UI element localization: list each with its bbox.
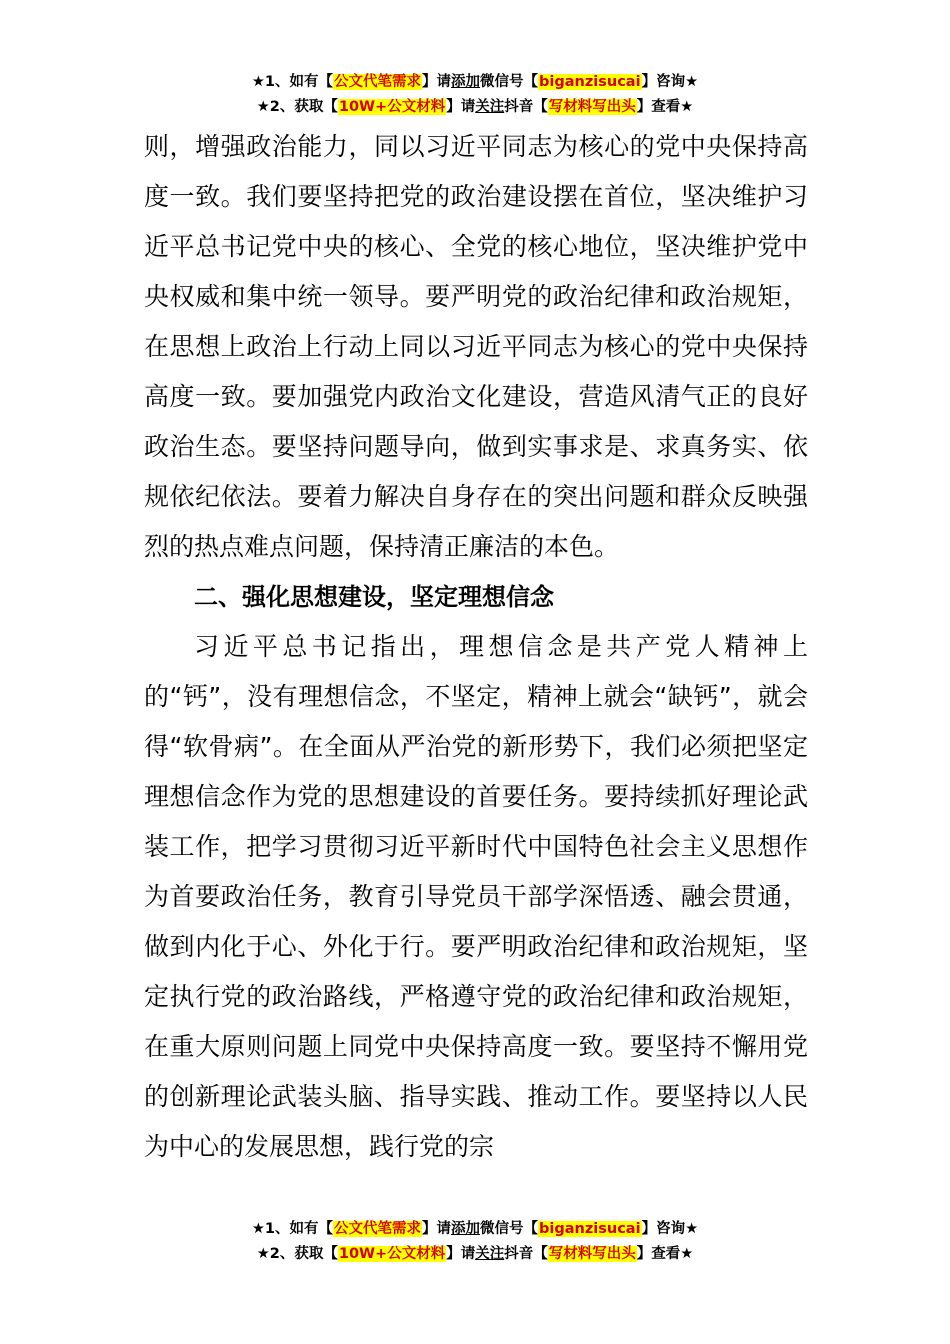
highlight-materials: 10W+公文材料 [338,99,446,115]
banner-line-1: ★1、如有【公文代笔需求】请添加微信号【biganzisucai】咨询★ [251,1221,699,1237]
banner-line-1: ★1、如有【公文代笔需求】请添加微信号【biganzisucai】咨询★ [251,74,699,90]
banner-line-2: ★2、获取【10W+公文材料】请关注抖音【写材料写出头】查看★ [256,99,694,115]
highlight-service: 公文代笔需求 [334,1221,422,1237]
highlight-douyin-id: 写材料写出头 [548,99,636,115]
paragraph-1: 则，增强政治能力，同以习近平同志为核心的党中央保持高度一致。我们要坚持把党的政治建设摆在首位，坚决维护习近平总书记党中央的核心、全党的核心地位，坚决维护党中央权威和集中统一领导。要严明党的政治纪律和政治规矩，在思想上政治上行动上同以习近平同志为核心的党中央保持高度一致。要加强党内政治文化建设，营造风清气正的良好政治生态。要坚持问题导向，做到实事求是、求真务实、依规依纪依法。要着力解决自身存在的突出问题和群众反映强烈的热点难点问题，保持清正廉洁的本色。 [144,132,808,561]
highlight-douyin-id: 写材料写出头 [548,1246,636,1262]
highlight-materials: 10W+公文材料 [338,1246,446,1262]
highlight-wechat-id: biganzisucai [539,1221,641,1237]
banner-line-2: ★2、获取【10W+公文材料】请关注抖音【写材料写出头】查看★ [256,1246,694,1262]
highlight-wechat-id: biganzisucai [539,74,641,90]
paragraph-2: 习近平总书记指出，理想信念是共产党人精神上的“钙”，没有理想信念，不坚定，精神上就会“缺钙”，就会得“软骨病”。在全面从严治党的新形势下，我们必须把坚定理想信念作为党的思想建设的首要任务。要持续抓好理论武装工作，把学习贯彻习近平新时代中国特色社会主义思想作为首要政治任务，教育引导党员干部学深悟透、融会贯通，做到内化于心、外化于行。要严明政治纪律和政治规矩，坚定执行党的政治路线，严格遵守党的政治纪律和政治规矩，在重大原则问题上同党中央保持高度一致。要坚持不懈用党的创新理论武装头脑、指导实践、推动工作。要坚持以人民为中心的发展思想，践行党的宗 [144,632,808,1161]
footer-banner [0,1217,950,1267]
highlight-service: 公文代笔需求 [334,74,422,90]
section-heading-2: 二、强化思想建设，坚定理想信念 [194,583,554,611]
header-banner [0,70,950,120]
document-body [144,122,808,1172]
